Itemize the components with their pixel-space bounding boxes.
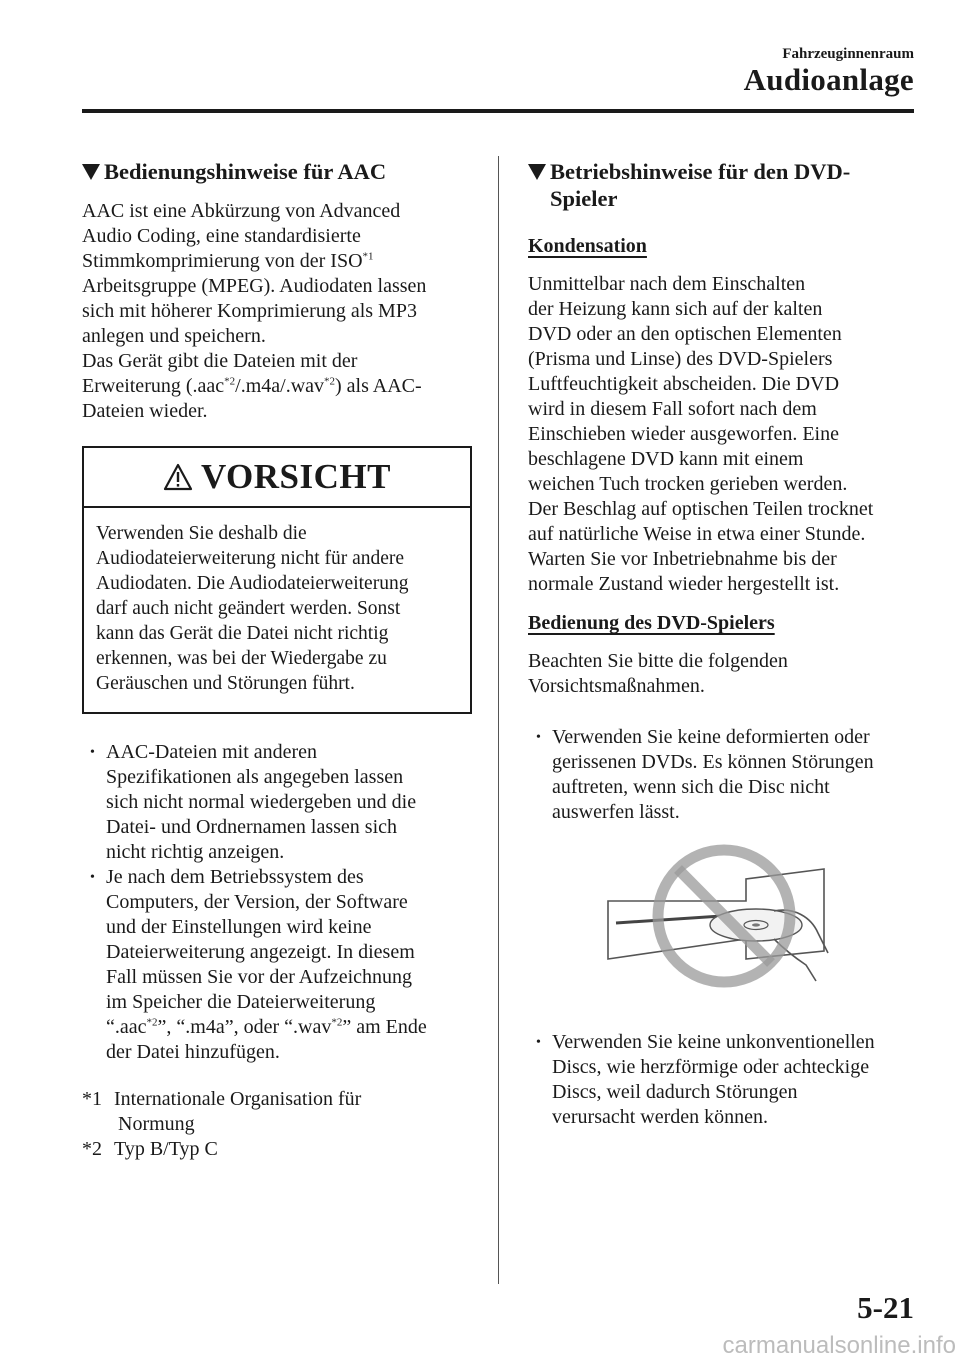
caution-header [84, 448, 470, 508]
subheading-condensation: Kondensation [528, 235, 647, 257]
list-item: • Verwenden Sie keine unkonventionellen Discs, wie herzförmige oder achteckige Discs, weil dadurch Störungen verursacht werden können. [528, 1030, 918, 1130]
footnotes [82, 1087, 474, 1162]
right-column [528, 158, 918, 1130]
condensation-paragraph: Unmittelbar nach dem Einschalten der Heizung kann sich auf der kalten DVD oder an den optischen Elementen (Prisma und Linse) des DVD-Spielers Luftfeuchtigkeit abscheiden. Die DVD wird in diesem Fall sofort nach dem Einschieben wieder ausgeworfen. Eine beschlagene DVD kann mit einem weichen Tuch trocken gerieben werden. Der Beschlag auf optischen Teilen trocknet auf natürliche Weise in etwa einer Stunde. Warten Sie vor Inbetriebnahme bis der normale Zustand wieder hergestellt ist. [528, 273, 874, 595]
section-heading-text: Bedienungshinweise für AAC [104, 159, 387, 184]
header-section: Fahrzeuginnenraum [782, 46, 914, 62]
section-heading-aac [82, 158, 474, 185]
column-divider [498, 156, 499, 1284]
section-heading-text: Betriebshinweise für den DVD- Spieler [550, 159, 851, 211]
left-column [82, 158, 474, 1162]
list-item: • Je nach dem Betriebssystem des Computers, der Version, der Software und der Einstellungen wird keine Dateierweiterung angezeigt. In diesem Fall müssen Sie vor der Aufzeichnung im Speicher die Dateierweiterung “.aac$^{*2}$”, “.m4a”, oder “.wav$^{*2}$” am Ende der Datei hinzufügen. [82, 865, 474, 1065]
section-triangle-icon [528, 164, 546, 180]
list-item: • AAC-Dateien mit anderen Spezifikationen als angegeben lassen sich nicht normal wiedergeben und die Datei- und Ordnernamen lassen sich nicht richtig anzeigen. [82, 740, 474, 865]
caution-box [82, 446, 472, 714]
footnote: *1 Internationale Organisation für Normung [82, 1088, 362, 1135]
header-rule [82, 109, 914, 113]
section-triangle-icon [82, 164, 100, 180]
dvd-notes-list-2 [528, 1030, 918, 1130]
page-number: 5-21 [857, 1290, 914, 1325]
caution-title: VORSICHT [200, 457, 391, 496]
subheading-dvd-operation: Bedienung des DVD-Spielers [528, 612, 775, 634]
watermark: carmanualsonline.info [722, 1332, 956, 1359]
precautions-intro: Beachten Sie bitte die folgenden Vorsichtsmaßnahmen. [528, 650, 788, 697]
warning-triangle-icon [163, 463, 193, 491]
section-heading-dvd [528, 158, 918, 212]
page-title: Audioanlage [743, 62, 914, 97]
list-item: • Verwenden Sie keine deformierten oder gerissenen DVDs. Es können Störungen auftreten, wenn sich die Disc nicht auswerfen lässt. [528, 725, 918, 825]
no-deformed-disc-icon [606, 841, 836, 991]
caution-text: Verwenden Sie deshalb die Audiodateierweiterung nicht für andere Audiodaten. Die Audiodateierweiterung darf auch nicht geändert werden. Sonst kann das Gerät die Datei nicht richtig erkennen, was bei der Wiedergabe zu Geräuschen und Störungen führt. [96, 523, 409, 694]
footnote: *2 Typ B/Typ C [82, 1138, 218, 1160]
aac-notes-list [82, 740, 474, 1065]
aac-intro-paragraph: AAC ist eine Abkürzung von Advanced Audio Coding, eine standardisierte Stimmkomprimierung von der ISO$^{*1}$ Arbeitsgruppe (MPEG). Audiodaten lassen sich mit höherer Komprimierung als MP3 anlegen und speichern. Das Gerät gibt die Dateien mit der Erweiterung (.aac$^{*2}$/.m4a/.wav$^{*2}$) als AAC- Dateien wieder. [82, 200, 427, 422]
dvd-notes-list-1 [528, 725, 918, 825]
